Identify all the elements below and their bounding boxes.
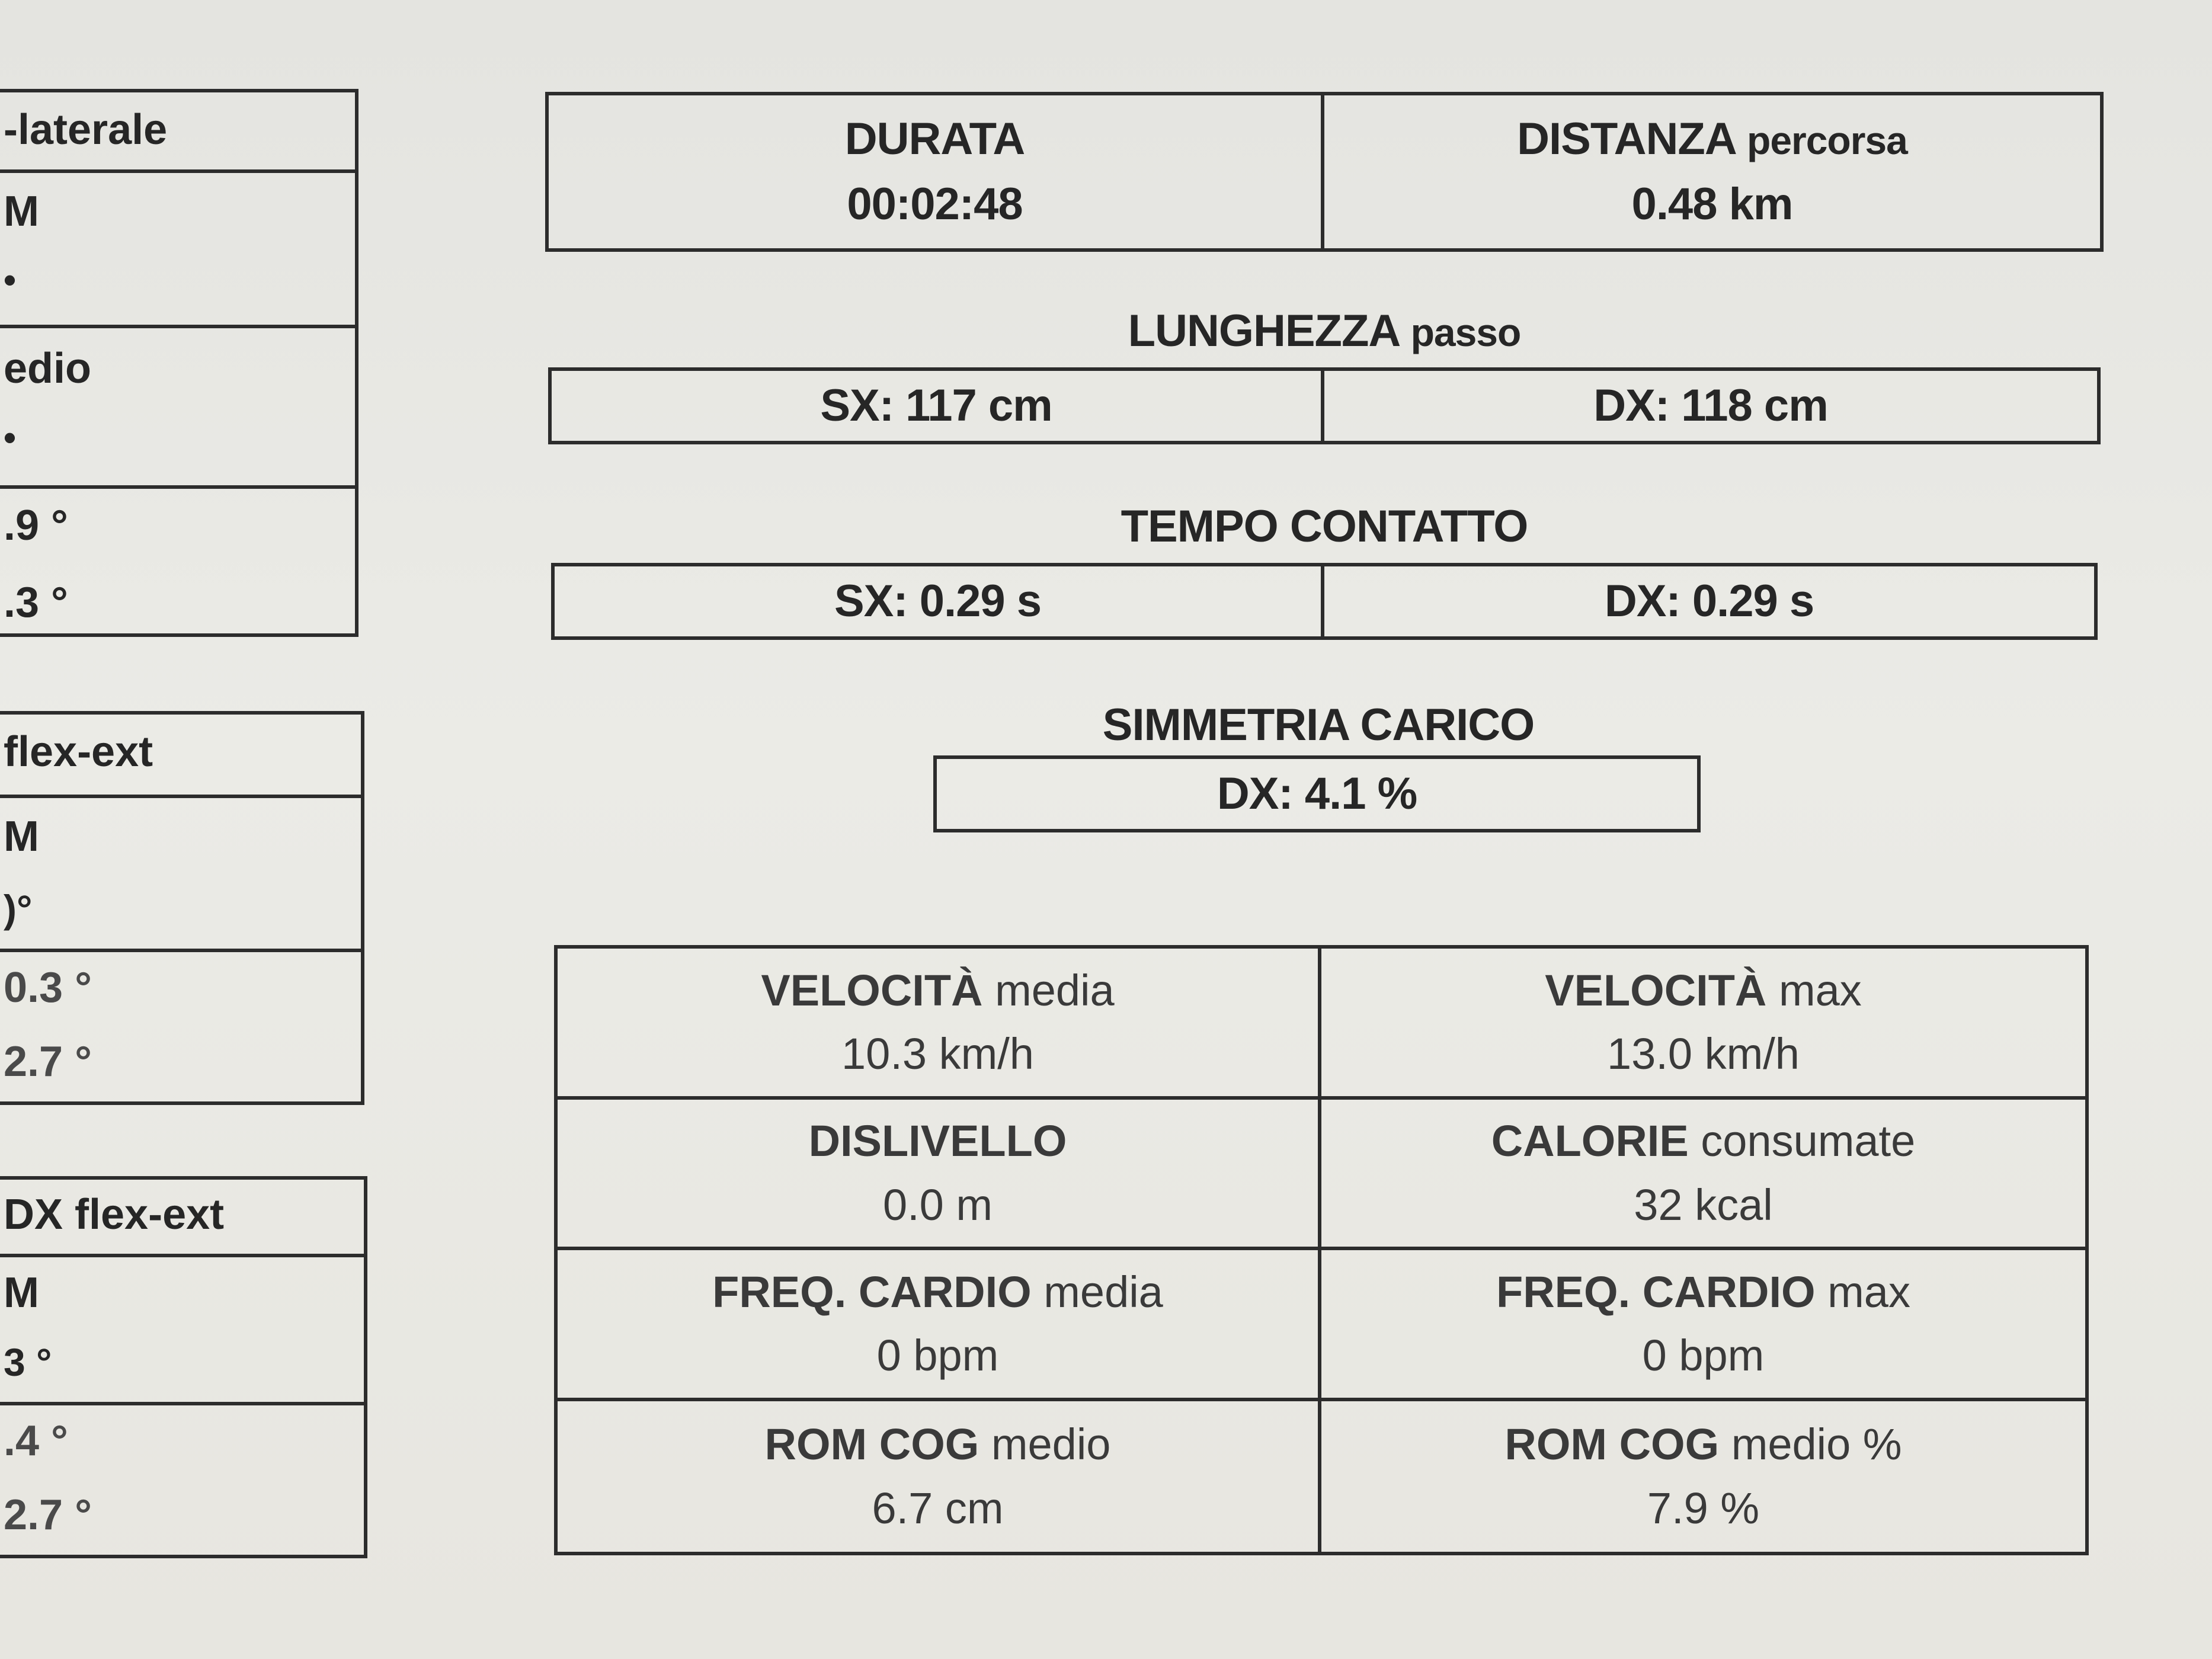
left-table-flex-ext (0, 711, 364, 1105)
left-table-cell: .4 ° (4, 1417, 68, 1465)
freq-cardio-media-label: FREQ. CARDIO media (712, 1267, 1163, 1317)
left-table-cell: M (4, 1269, 39, 1317)
rom-cog-medio-value: 6.7 cm (872, 1483, 1004, 1533)
stats-table (554, 945, 2089, 1555)
velocita-media-cell (558, 949, 1321, 1100)
dislivello-label: DISLIVELLO (808, 1116, 1067, 1166)
distanza-value: 0.48 km (1631, 179, 1793, 229)
calorie-value: 32 kcal (1634, 1180, 1773, 1229)
left-table-cell: M (4, 188, 39, 235)
durata-cell (549, 95, 1324, 248)
rom-cog-medio-pct-value: 7.9 % (1647, 1483, 1760, 1533)
left-table-cell: .3 ° (4, 579, 68, 626)
distanza-label: DISTANZA percorsa (1517, 113, 1907, 164)
left-table-cell: 3 ° (4, 1340, 52, 1384)
rom-cog-medio-cell (558, 1401, 1321, 1552)
velocita-max-cell (1321, 949, 2085, 1100)
lunghezza-passo-table (548, 367, 2101, 444)
left-table-lateral (0, 89, 358, 637)
simmetria-carico-value: DX: 4.1 % (933, 755, 1701, 832)
durata-value: 00:02:48 (847, 179, 1023, 229)
dislivello-value: 0.0 m (882, 1180, 993, 1229)
tempo-contatto-table (551, 563, 2098, 640)
summary-table (545, 92, 2104, 252)
left-table-cell: 2.7 ° (4, 1038, 92, 1085)
left-table-cell: • (4, 260, 17, 300)
left-table-header: DX flex-ext (4, 1191, 225, 1238)
durata-label: DURATA (844, 113, 1025, 164)
rom-cog-medio-pct-cell (1321, 1401, 2085, 1552)
left-table-header: -laterale (4, 106, 168, 153)
rom-cog-medio-pct-label: ROM COG medio % (1504, 1420, 1902, 1469)
tempo-sx: SX: 0.29 s (555, 566, 1324, 636)
simmetria-carico-title: SIMMETRIA CARICO (1102, 700, 1535, 750)
velocita-media-value: 10.3 km/h (841, 1029, 1034, 1079)
tempo-dx: DX: 0.29 s (1604, 575, 1814, 626)
rom-cog-medio-label: ROM COG medio (764, 1420, 1111, 1469)
left-table-cell: • (4, 418, 17, 457)
left-table-cell: .9 ° (4, 502, 68, 549)
velocita-media-label: VELOCITÀ media (761, 965, 1115, 1015)
freq-cardio-max-label: FREQ. CARDIO max (1496, 1267, 1910, 1317)
left-table-cell: 0.3 ° (4, 964, 92, 1011)
left-table-header: flex-ext (4, 728, 153, 776)
dislivello-cell (558, 1100, 1321, 1251)
calorie-label: CALORIE consumate (1491, 1116, 1916, 1166)
left-table-dx-flex-ext (0, 1176, 367, 1558)
left-table-cell: )° (4, 887, 33, 931)
left-table-cell: edio (4, 345, 92, 392)
velocita-max-label: VELOCITÀ max (1545, 965, 1862, 1015)
freq-cardio-max-value: 0 bpm (1642, 1331, 1765, 1381)
lunghezza-passo-title: LUNGHEZZA passo (1128, 306, 1521, 356)
left-table-cell: 2.7 ° (4, 1491, 92, 1539)
left-table-cell: M (4, 813, 39, 860)
freq-cardio-max-cell (1321, 1250, 2085, 1401)
velocita-max-value: 13.0 km/h (1607, 1029, 1800, 1079)
lunghezza-sx: SX: 117 cm (552, 371, 1324, 441)
lunghezza-dx: DX: 118 cm (1593, 380, 1828, 431)
freq-cardio-media-cell (558, 1250, 1321, 1401)
tempo-contatto-title: TEMPO CONTATTO (1121, 501, 1528, 552)
freq-cardio-media-value: 0 bpm (876, 1331, 999, 1381)
calorie-cell (1321, 1100, 2085, 1251)
distanza-cell (1324, 95, 2100, 248)
